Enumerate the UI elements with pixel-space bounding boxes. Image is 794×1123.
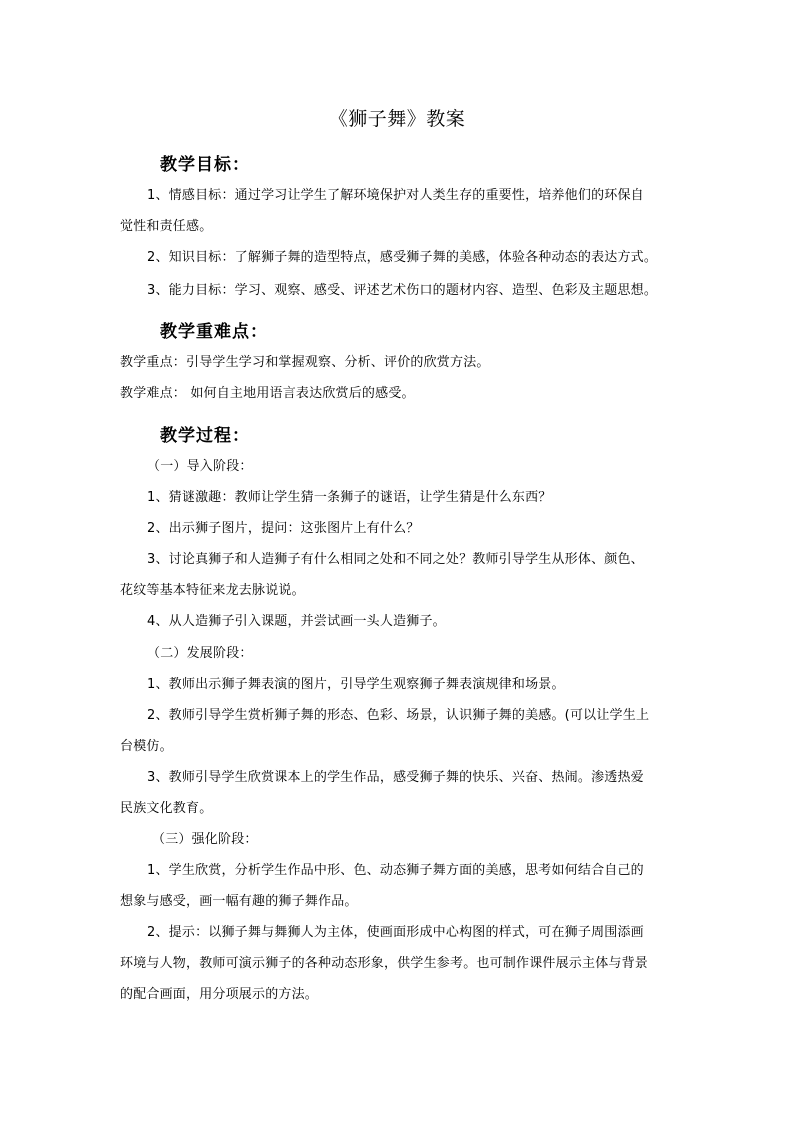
stage-3-item-1-line-2: 想象与感受，画一幅有趣的狮子舞作品。	[120, 894, 358, 909]
stage-1-item-4: 4、从人造狮子引入课题，并尝试画一头人造狮子。	[147, 614, 446, 629]
stage-2-item-2-line-1: 2、教师引导学生赏析狮子舞的形态、色彩、场景，认识狮子舞的美感。(可以让学生上	[147, 708, 650, 723]
stage-1-label: （一）导入阶段：	[147, 459, 253, 474]
stage-2-item-2-line-2: 台模仿。	[120, 739, 173, 754]
stage-1-item-1: 1、猜谜激趣：教师让学生猜一条狮子的谜语，让学生猜是什么东西？	[147, 490, 552, 505]
key-points-heading: 教学重难点：	[160, 322, 268, 342]
teaching-difficulty: 教学难点： 如何自主地用语言表达欣赏后的感受。	[120, 386, 415, 401]
stage-3-item-2-line-3: 的配合画面，用分项展示的方法。	[120, 987, 319, 1002]
stage-1-item-3-line-2: 花纹等基本特征来龙去脉说说。	[120, 583, 305, 598]
objective-item-1-line-1: 1、情感目标：通过学习让学生了解环境保护对人类生存的重要性，培养他们的环保自	[147, 188, 644, 203]
stage-1-item-3-line-1: 3、讨论真狮子和人造狮子有什么相同之处和不同之处？教师引导学生从形体、颜色、	[147, 552, 644, 567]
objectives-heading: 教学目标：	[160, 155, 250, 175]
teaching-focus: 教学重点：引导学生学习和掌握观察、分析、评价的欣赏方法。	[120, 355, 490, 370]
stage-2-item-1: 1、教师出示狮子舞表演的图片，引导学生观察狮子舞表演规律和场景。	[147, 677, 565, 692]
stage-2-item-3-line-1: 3、教师引导学生欣赏课本上的学生作品，感受狮子舞的快乐、兴奋、热闹。渗透热爱	[147, 770, 644, 785]
stage-2-item-3-line-2: 民族文化教育。	[120, 801, 213, 816]
objective-item-1-line-2: 觉性和责任感。	[120, 219, 213, 234]
stage-3-item-1-line-1: 1、学生欣赏，分析学生作品中形、色、动态狮子舞方面的美感，思考如何结合自己的	[147, 863, 644, 878]
objective-item-3: 3、能力目标：学习、观察、感受、评述艺术伤口的题材内容、造型、色彩及主题思想。	[147, 283, 658, 298]
stage-2-label: （二）发展阶段：	[147, 646, 253, 661]
process-heading: 教学过程：	[160, 426, 250, 446]
stage-3-label: （三）强化阶段：	[152, 832, 258, 847]
document-title: 《狮子舞》教案	[328, 108, 466, 130]
stage-3-item-2-line-1: 2、提示：以狮子舞与舞狮人为主体，使画面形成中心构图的样式，可在狮子周围添画	[147, 925, 644, 940]
objective-item-2: 2、知识目标：了解狮子舞的造型特点，感受狮子舞的美感，体验各种动态的表达方式。	[147, 250, 658, 265]
stage-1-item-2: 2、出示狮子图片，提问：这张图片上有什么？	[147, 521, 420, 536]
stage-3-item-2-line-2: 环境与人物，教师可演示狮子的各种动态形象，供学生参考。也可制作课件展示主体与背景	[120, 956, 649, 971]
